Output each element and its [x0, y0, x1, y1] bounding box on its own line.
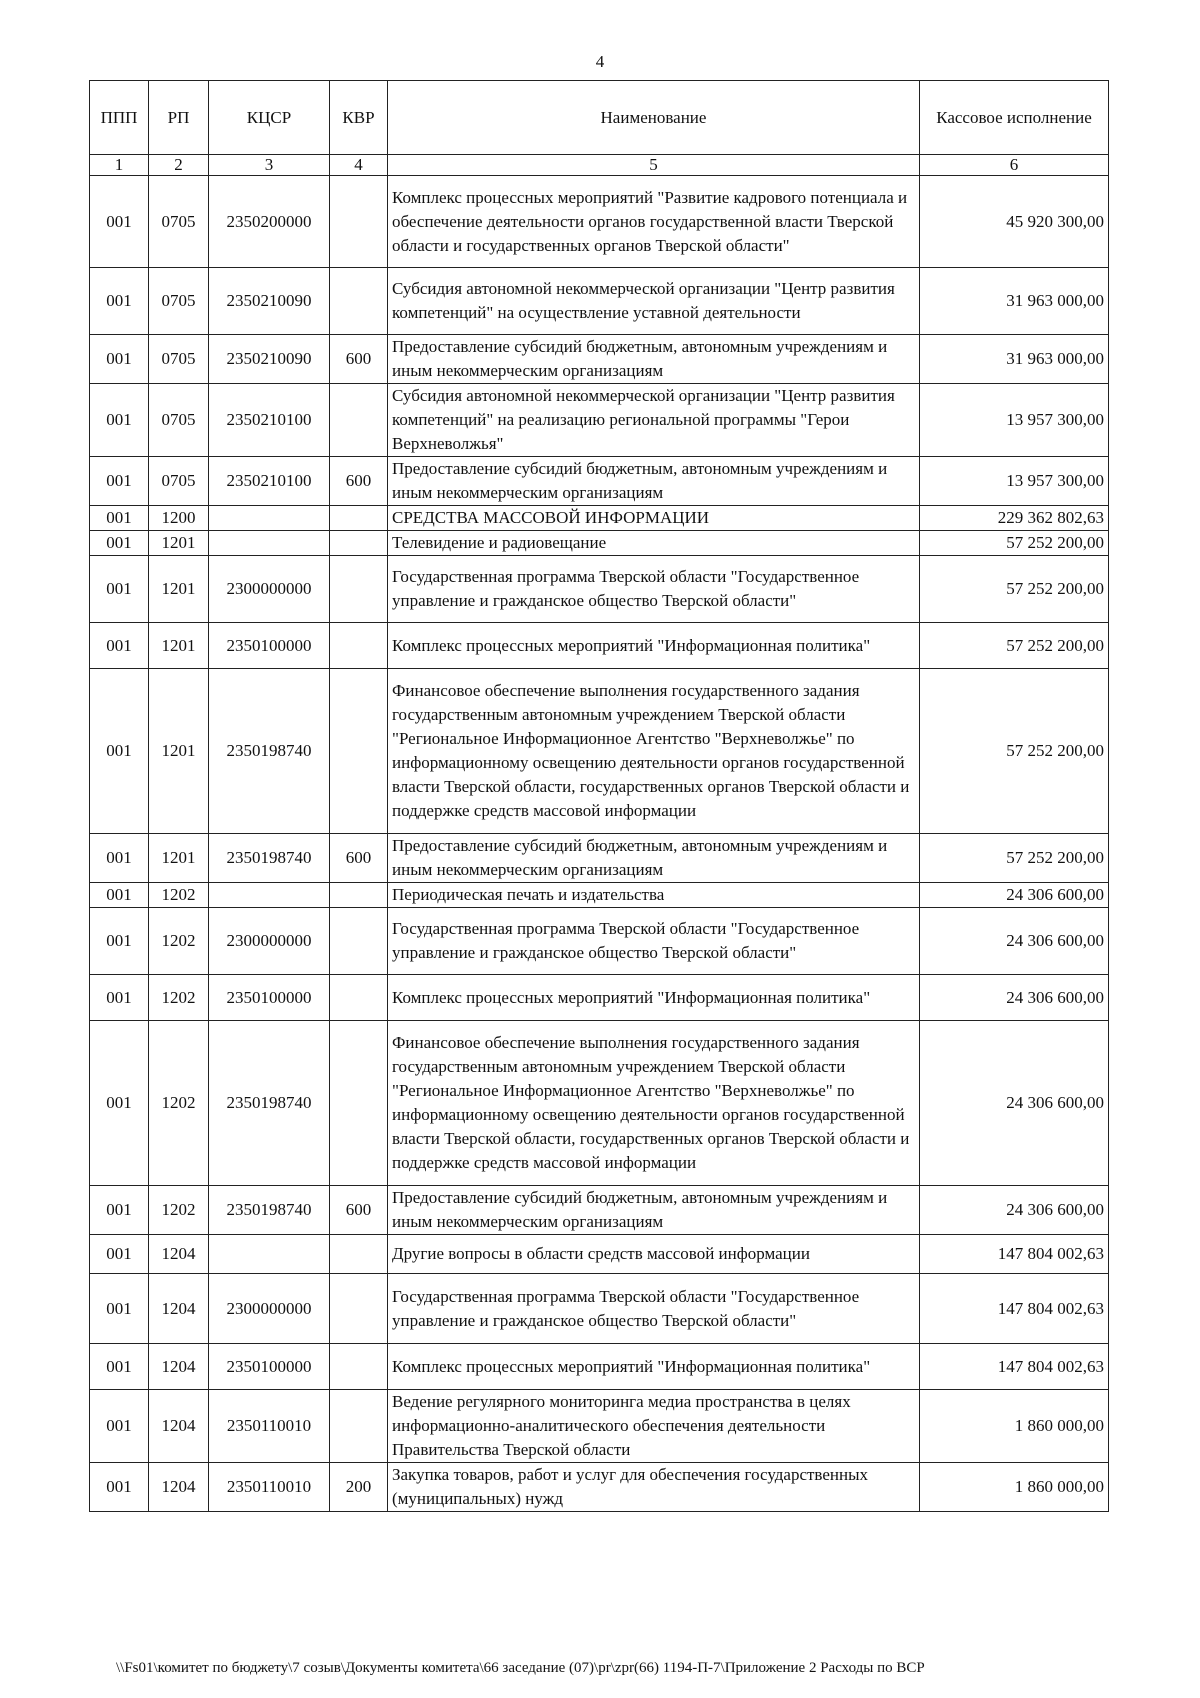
- cell-amount: 57 252 200,00: [920, 531, 1109, 556]
- cell-ppp: 001: [90, 335, 149, 384]
- cell-name: Комплекс процессных мероприятий "Информационная политика": [388, 623, 920, 669]
- column-number: 1: [90, 155, 149, 176]
- cell-ppp: 001: [90, 1274, 149, 1344]
- cell-ppp: 001: [90, 834, 149, 883]
- cell-kcsr: [209, 883, 330, 908]
- table-row: [90, 176, 1109, 268]
- cell-kvr: [330, 556, 388, 623]
- header-amount: Кассовое исполнение: [920, 81, 1109, 155]
- cell-kvr: [330, 531, 388, 556]
- cell-kcsr: 2350198740: [209, 834, 330, 883]
- cell-rp: 1202: [149, 908, 209, 975]
- cell-name: Субсидия автономной некоммерческой организации "Центр развития компетенций" на реализацию региональной программы "Герои Верхневолжья": [388, 384, 920, 457]
- cell-rp: 1204: [149, 1344, 209, 1390]
- cell-amount: 147 804 002,63: [920, 1235, 1109, 1274]
- table-row: [90, 908, 1109, 975]
- cell-ppp: 001: [90, 556, 149, 623]
- cell-ppp: 001: [90, 384, 149, 457]
- cell-ppp: 001: [90, 908, 149, 975]
- table-row: [90, 1390, 1109, 1463]
- cell-kcsr: 2300000000: [209, 908, 330, 975]
- table-row: [90, 268, 1109, 335]
- cell-ppp: 001: [90, 1235, 149, 1274]
- cell-amount: 24 306 600,00: [920, 908, 1109, 975]
- table-row: [90, 1463, 1109, 1512]
- cell-amount: 24 306 600,00: [920, 975, 1109, 1021]
- table-row: [90, 506, 1109, 531]
- cell-kvr: [330, 1021, 388, 1186]
- cell-amount: 57 252 200,00: [920, 669, 1109, 834]
- column-number-row: [90, 155, 1109, 176]
- table-body: [90, 176, 1109, 1512]
- header-rp: РП: [149, 81, 209, 155]
- cell-kcsr: [209, 506, 330, 531]
- cell-rp: 0705: [149, 335, 209, 384]
- cell-rp: 0705: [149, 176, 209, 268]
- cell-amount: 31 963 000,00: [920, 335, 1109, 384]
- cell-kvr: [330, 268, 388, 335]
- cell-rp: 1201: [149, 834, 209, 883]
- cell-kvr: [330, 1344, 388, 1390]
- cell-kcsr: 2350100000: [209, 975, 330, 1021]
- cell-kcsr: 2350100000: [209, 1344, 330, 1390]
- cell-kcsr: 2350210100: [209, 457, 330, 506]
- cell-kvr: [330, 384, 388, 457]
- column-number: 4: [330, 155, 388, 176]
- cell-kcsr: 2300000000: [209, 556, 330, 623]
- cell-name: Предоставление субсидий бюджетным, автономным учреждениям и иным некоммерческим организациям: [388, 1186, 920, 1235]
- cell-ppp: 001: [90, 975, 149, 1021]
- cell-amount: 1 860 000,00: [920, 1463, 1109, 1512]
- cell-rp: 1204: [149, 1390, 209, 1463]
- footer-file-path: \\Fs01\комитет по бюджету\7 созыв\Документы комитета\66 заседание (07)\pr\zpr(66) 1194-П-7\Приложение 2 Расходы по ВСР: [116, 1660, 925, 1676]
- cell-kvr: [330, 883, 388, 908]
- cell-amount: 229 362 802,63: [920, 506, 1109, 531]
- cell-kcsr: [209, 531, 330, 556]
- table-row: [90, 384, 1109, 457]
- cell-name: Предоставление субсидий бюджетным, автономным учреждениям и иным некоммерческим организациям: [388, 834, 920, 883]
- cell-rp: 1202: [149, 883, 209, 908]
- column-number: 5: [388, 155, 920, 176]
- cell-name: Комплекс процессных мероприятий "Информационная политика": [388, 975, 920, 1021]
- cell-name: Государственная программа Тверской области "Государственное управление и гражданское общество Тверской области": [388, 908, 920, 975]
- table-row: [90, 556, 1109, 623]
- cell-amount: 24 306 600,00: [920, 1186, 1109, 1235]
- cell-kvr: [330, 506, 388, 531]
- cell-amount: 57 252 200,00: [920, 623, 1109, 669]
- cell-kcsr: 2350110010: [209, 1390, 330, 1463]
- cell-ppp: 001: [90, 268, 149, 335]
- cell-rp: 1201: [149, 556, 209, 623]
- cell-kcsr: 2300000000: [209, 1274, 330, 1344]
- cell-kcsr: 2350100000: [209, 623, 330, 669]
- cell-rp: 1204: [149, 1463, 209, 1512]
- cell-ppp: 001: [90, 1390, 149, 1463]
- cell-ppp: 001: [90, 669, 149, 834]
- cell-name: СРЕДСТВА МАССОВОЙ ИНФОРМАЦИИ: [388, 506, 920, 531]
- cell-rp: 1204: [149, 1235, 209, 1274]
- cell-amount: 147 804 002,63: [920, 1344, 1109, 1390]
- cell-kcsr: 2350110010: [209, 1463, 330, 1512]
- table-row: [90, 531, 1109, 556]
- table-row: [90, 335, 1109, 384]
- header-name: Наименование: [388, 81, 920, 155]
- cell-ppp: 001: [90, 883, 149, 908]
- cell-amount: 24 306 600,00: [920, 1021, 1109, 1186]
- cell-name: Предоставление субсидий бюджетным, автономным учреждениям и иным некоммерческим организациям: [388, 335, 920, 384]
- cell-name: Государственная программа Тверской области "Государственное управление и гражданское общество Тверской области": [388, 556, 920, 623]
- table-row: [90, 1235, 1109, 1274]
- cell-ppp: 001: [90, 1463, 149, 1512]
- cell-amount: 1 860 000,00: [920, 1390, 1109, 1463]
- cell-ppp: 001: [90, 506, 149, 531]
- cell-amount: 147 804 002,63: [920, 1274, 1109, 1344]
- cell-rp: 1202: [149, 1021, 209, 1186]
- cell-rp: 1201: [149, 623, 209, 669]
- cell-amount: 13 957 300,00: [920, 384, 1109, 457]
- cell-name: Государственная программа Тверской области "Государственное управление и гражданское общество Тверской области": [388, 1274, 920, 1344]
- cell-ppp: 001: [90, 1344, 149, 1390]
- cell-rp: 0705: [149, 268, 209, 335]
- cell-kvr: 600: [330, 834, 388, 883]
- header-kvr: КВР: [330, 81, 388, 155]
- header-kcsr: КЦСР: [209, 81, 330, 155]
- header-ppp: ППП: [90, 81, 149, 155]
- cell-ppp: 001: [90, 1021, 149, 1186]
- cell-rp: 1202: [149, 975, 209, 1021]
- cell-amount: 45 920 300,00: [920, 176, 1109, 268]
- cell-kvr: 200: [330, 1463, 388, 1512]
- cell-rp: 0705: [149, 384, 209, 457]
- column-number: 6: [920, 155, 1109, 176]
- cell-ppp: 001: [90, 623, 149, 669]
- cell-kvr: [330, 669, 388, 834]
- cell-name: Закупка товаров, работ и услуг для обеспечения государственных (муниципальных) нужд: [388, 1463, 920, 1512]
- cell-kcsr: [209, 1235, 330, 1274]
- cell-kcsr: 2350210090: [209, 335, 330, 384]
- cell-ppp: 001: [90, 531, 149, 556]
- table-header-row: [90, 81, 1109, 155]
- cell-rp: 1200: [149, 506, 209, 531]
- cell-name: Ведение регулярного мониторинга медиа пространства в целях информационно-аналитического обеспечения деятельности Правительства Тверской области: [388, 1390, 920, 1463]
- cell-ppp: 001: [90, 176, 149, 268]
- table-row: [90, 669, 1109, 834]
- cell-kcsr: 2350198740: [209, 669, 330, 834]
- cell-kvr: [330, 1390, 388, 1463]
- cell-name: Субсидия автономной некоммерческой организации "Центр развития компетенций" на осуществление уставной деятельности: [388, 268, 920, 335]
- cell-kcsr: 2350210100: [209, 384, 330, 457]
- cell-kvr: [330, 176, 388, 268]
- cell-name: Финансовое обеспечение выполнения государственного задания государственным автономным учреждением Тверской области "Региональное Информационное Агентство "Верхневолжье" по информационному освещению деятельности органов государственной власти Тверской области, государственных органов Тверской области и поддержке средств массовой информации: [388, 669, 920, 834]
- cell-name: Финансовое обеспечение выполнения государственного задания государственным автономным учреждением Тверской области "Региональное Информационное Агентство "Верхневолжье" по информационному освещению деятельности органов государственной власти Тверской области, государственных органов Тверской области и поддержке средств массовой информации: [388, 1021, 920, 1186]
- cell-rp: 1201: [149, 669, 209, 834]
- table-row: [90, 1274, 1109, 1344]
- table-row: [90, 1186, 1109, 1235]
- cell-amount: 57 252 200,00: [920, 556, 1109, 623]
- cell-kvr: [330, 1274, 388, 1344]
- cell-kvr: [330, 908, 388, 975]
- cell-kcsr: 2350198740: [209, 1186, 330, 1235]
- cell-kvr: 600: [330, 335, 388, 384]
- cell-kvr: [330, 975, 388, 1021]
- cell-rp: 1201: [149, 531, 209, 556]
- cell-ppp: 001: [90, 457, 149, 506]
- cell-name: Периодическая печать и издательства: [388, 883, 920, 908]
- budget-table: [89, 80, 1109, 1512]
- column-number: 3: [209, 155, 330, 176]
- column-number: 2: [149, 155, 209, 176]
- cell-name: Комплекс процессных мероприятий "Развитие кадрового потенциала и обеспечение деятельности органов государственной власти Тверской области и государственных органов Тверской области": [388, 176, 920, 268]
- table-row: [90, 975, 1109, 1021]
- page-number: 4: [595, 52, 605, 71]
- cell-ppp: 001: [90, 1186, 149, 1235]
- cell-name: Другие вопросы в области средств массовой информации: [388, 1235, 920, 1274]
- table-row: [90, 623, 1109, 669]
- cell-amount: 31 963 000,00: [920, 268, 1109, 335]
- cell-kvr: [330, 623, 388, 669]
- cell-kcsr: 2350198740: [209, 1021, 330, 1186]
- cell-name: Предоставление субсидий бюджетным, автономным учреждениям и иным некоммерческим организациям: [388, 457, 920, 506]
- cell-kvr: 600: [330, 1186, 388, 1235]
- cell-name: Комплекс процессных мероприятий "Информационная политика": [388, 1344, 920, 1390]
- table-row: [90, 883, 1109, 908]
- cell-amount: 24 306 600,00: [920, 883, 1109, 908]
- cell-name: Телевидение и радиовещание: [388, 531, 920, 556]
- cell-rp: 1202: [149, 1186, 209, 1235]
- cell-rp: 1204: [149, 1274, 209, 1344]
- cell-kcsr: 2350210090: [209, 268, 330, 335]
- cell-kvr: [330, 1235, 388, 1274]
- table-row: [90, 834, 1109, 883]
- table-row: [90, 1344, 1109, 1390]
- cell-rp: 0705: [149, 457, 209, 506]
- table-row: [90, 457, 1109, 506]
- cell-amount: 57 252 200,00: [920, 834, 1109, 883]
- cell-kcsr: 2350200000: [209, 176, 330, 268]
- cell-kvr: 600: [330, 457, 388, 506]
- cell-amount: 13 957 300,00: [920, 457, 1109, 506]
- table-row: [90, 1021, 1109, 1186]
